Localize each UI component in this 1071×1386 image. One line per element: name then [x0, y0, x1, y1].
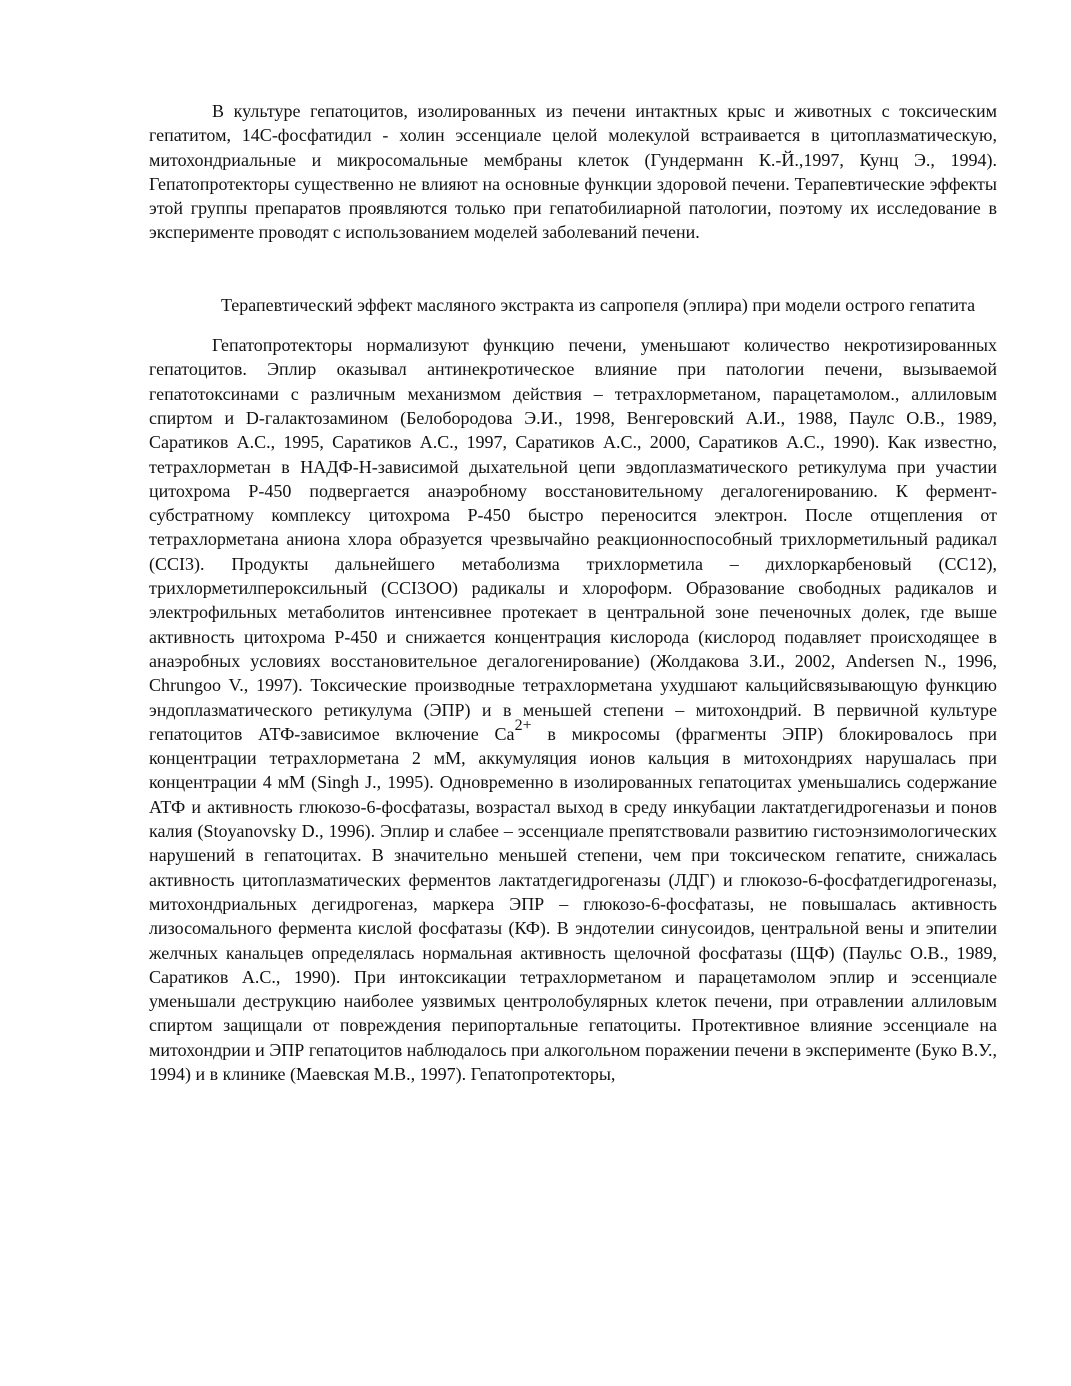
section-heading: Терапевтический эффект масляного экстракта из сапропеля (эплира) при модели острого гепатита	[221, 294, 976, 315]
intro-paragraph: В культуре гепатоцитов, изолированных из печени интактных крыс и животных с токсическим гепатитом, 14С-фосфатидил - холин эссенциале целой молекулой встраивается в цитоплазматическую, митохондриальные и микросомальные мембраны клеток (Гундерманн К.-Й.,1997, Кунц Э., 1994). Гепатопротекторы существенно не влияют на основные функции здоровой печени. Терапевтические эффекты этой группы препаратов проявляются только при гепатобилиарной патологии, поэтому их исследование в эксперименте проводят с использованием моделей заболеваний печени.	[149, 101, 997, 243]
calcium-superscript: 2+	[514, 716, 532, 734]
body-paragraph-text-1: Гепатопротекторы нормализуют функцию печени, уменьшают количество некротизированных гепатоцитов. Эплир оказывал антинекротическое влияние при патологии печени, вызываемой гепатотоксинами с различным механизмом действия – тетрахлорметаном, парацетамолом., аллиловым спиртом и D-галактозамином (Белобородова Э.И., 1998, Венгеровский А.И., 1988, Паулс О.В., 1989, Саратиков А.С., 1995, Саратиков А.С., 1997, Саратиков А.С., 2000, Саратиков А.С., 1990). Как известно, тетрахлорметан в НАДФ-Н-зависимой дыхательной цепи эвдоплазматического ретикулума при участии цитохрома Р-450 подвергается анаэробному восстановительному дегалогенированию. К фермент-субстратному комплексу цитохрома Р-450 быстро переносится электрон. После отщепления от тетрахлорметана аниона хлора образуется чрезвычайно реакционноспособный трихлорметильный радикал (ССІ3). Продукты дальнейшего метаболизма трихлорметила – дихлоркарбеновый (СС12), трихлорметилпероксильный (ССІ3ОО) радикалы и хлороформ. Образование свободных радикалов и электрофильных метаболитов интенсивнее протекает в центральной зоне печеночных долек, где выше активность цитохрома Р-450 и снижается концентрация кислорода (кислород подавляет происходящее в анаэробных условиях восстановительное дегалогенирование) (Жолдакова З.И., 2002, Andersen N., 1996, Chrungoo V., 1997). Токсические производные тетрахлорметана ухудшают кальцийсвязывающую функцию эндоплазматического ретикулума (ЭПР) и в меньшей степени – митохондрий. В первичной культуре гепатоцитов АТФ-зависимое включение Са	[149, 335, 997, 744]
document-page	[149, 99, 997, 1086]
body-paragraph	[149, 333, 997, 1086]
body-paragraph-text-2: в микросомы (фрагменты ЭПР) блокировалось при концентрации тетрахлорметана 2 мМ, аккумуляция ионов кальция в митохондриях нарушалась при концентрации 4 мМ (Singh J., 1995). Одновременно в изолированных гепатоцитах уменьшались содержание АТФ и активность глюкозо-6-фосфатазы, возрастал выход в среду инкубации лактатдегидрогеназьи и понов калия (Stoyanovsky D., 1996). Эплир и слабее – эссенциале препятствовали развитию гистоэнзимологических нарушений в гепатоцитах. В значительно меньшей степени, чем при токсическом гепатите, снижалась активность цитоплазматических ферментов лактатдегидрогеназы (ЛДГ) и глюкозо-6-фосфатдегидрогеназы, митохондриальных дегидрогеназ, маркера ЭПР – глюкозо-6-фосфатазы, не повышалась активность лизосомального фермента кислой фосфатазы (КФ). В эндотелии синусоидов, центральной вены и эпителии желчных канальцев определялась нормальная активность щелочной фосфатазы (ЩФ) (Паульс О.В., 1989, Саратиков А.С., 1990). При интоксикации тетрахлорметаном и парацетамолом эплир и эссенциале уменьшали деструкцию наиболее уязвимых центролобулярных клеток печени, при отравлении аллиловым спиртом защищали от повреждения перипортальные гепатоциты. Протективное влияние эссенциале на митохондрии и ЭПР гепатоцитов наблюдалось при алкогольном поражении печени в эксперименте (Буко В.У., 1994) и в клинике (Маевская М.В., 1997). Гепатопротекторы,	[149, 723, 998, 1084]
